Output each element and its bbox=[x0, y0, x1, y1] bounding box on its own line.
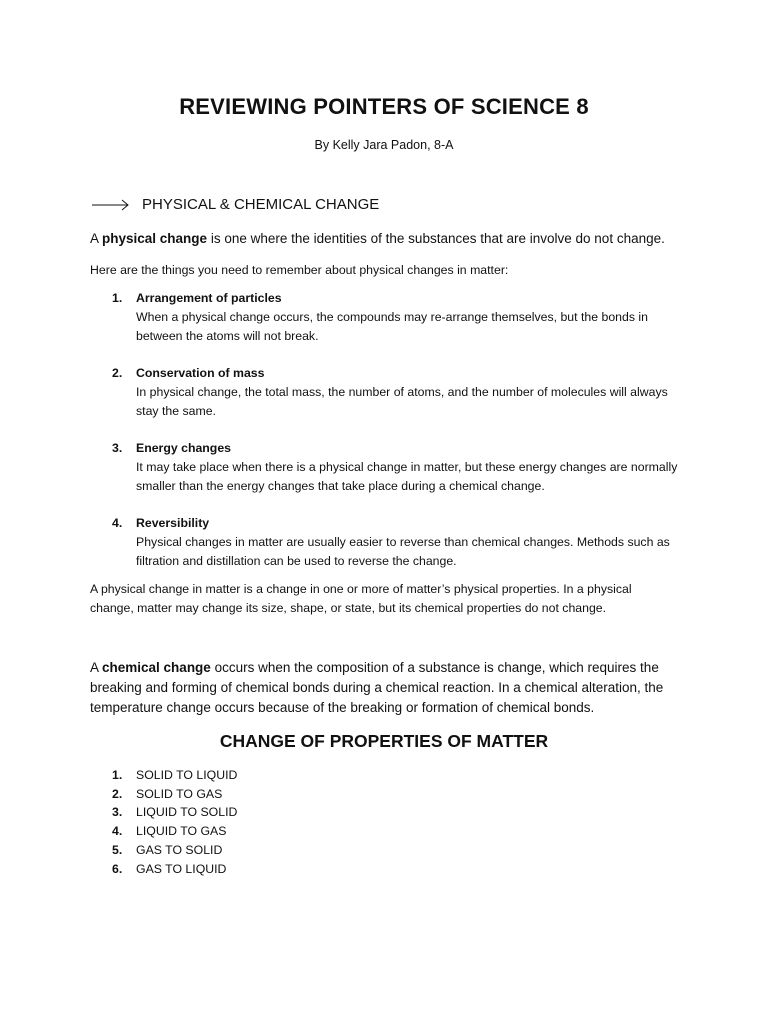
list-item-number: 1. bbox=[112, 291, 123, 305]
list-item-number: 2. bbox=[112, 366, 123, 380]
list-item-number: 3. bbox=[112, 441, 123, 455]
list-item bbox=[90, 860, 690, 879]
list-item bbox=[90, 841, 690, 860]
list-item-text: GAS TO SOLID bbox=[136, 842, 223, 857]
term-physical-change: physical change bbox=[102, 231, 208, 246]
list-item-number: 2. bbox=[112, 786, 123, 801]
list-item-text: SOLID TO GAS bbox=[136, 786, 223, 801]
list-item bbox=[90, 289, 690, 346]
list-item-number: 1. bbox=[112, 768, 123, 782]
list-item-text: LIQUID TO GAS bbox=[136, 824, 227, 839]
list-item-number: 4. bbox=[112, 516, 123, 530]
list-item-title: Arrangement of particles bbox=[136, 291, 282, 305]
physical-change-summary: A physical change in matter is a change in one or more of matter’s physical properties. In a physical change, matter may change its size, shape, or state, but its chemical properties do not change. bbox=[90, 582, 632, 615]
list-item bbox=[90, 514, 690, 571]
list-item-text: It may take place when there is a physical change in matter, but these energy changes are normally smaller than the energy changes that take place during a chemical change. bbox=[136, 460, 678, 493]
term-chemical-change: chemical change bbox=[102, 660, 211, 675]
list-item-number: 3. bbox=[112, 805, 123, 820]
list-item bbox=[90, 364, 690, 421]
list-item-title: Reversibility bbox=[136, 516, 210, 530]
list-item-text: When a physical change occurs, the compounds may re-arrange themselves, but the bonds in between the atoms will not break. bbox=[136, 310, 648, 343]
section-heading-change-of-properties: CHANGE OF PROPERTIES OF MATTER bbox=[219, 731, 549, 751]
physical-change-pointers-list bbox=[90, 289, 690, 571]
list-item bbox=[90, 766, 690, 785]
list-item-text: SOLID TO LIQUID bbox=[136, 768, 238, 782]
section-heading-text: PHYSICAL & CHEMICAL CHANGE bbox=[142, 196, 380, 213]
list-lead-text: Here are the things you need to remember about physical changes in matter: bbox=[90, 263, 509, 277]
list-item bbox=[90, 439, 690, 496]
list-item bbox=[90, 822, 690, 841]
list-item-number: 5. bbox=[112, 842, 123, 857]
list-item-title: Conservation of mass bbox=[136, 366, 265, 380]
list-item-title: Energy changes bbox=[136, 441, 231, 455]
list-item bbox=[90, 803, 690, 822]
list-item-text: LIQUID TO SOLID bbox=[136, 805, 238, 820]
change-of-properties-list bbox=[90, 766, 690, 878]
list-item-text: GAS TO LIQUID bbox=[136, 861, 227, 876]
list-item bbox=[90, 785, 690, 804]
list-item-number: 4. bbox=[112, 824, 123, 839]
chemical-change-definition: A chemical change occurs when the composition of a substance is change, which requires the breaking and forming of chemical bonds during a chemical reaction. In a chemical alteration, the temperature change occurs because of the breaking or formation of chemical bonds. bbox=[90, 660, 664, 715]
long-right-arrow-icon bbox=[92, 199, 130, 211]
list-item-text: In physical change, the total mass, the number of atoms, and the number of molecules will always stay the same. bbox=[136, 385, 668, 418]
list-item-text: Physical changes in matter are usually easier to reverse than chemical changes. Methods such as filtration and distillation can be used to reverse the change. bbox=[136, 535, 670, 568]
byline: By Kelly Jara Padon, 8-A bbox=[314, 138, 454, 152]
physical-change-definition: A physical change is one where the identities of the substances that are involve do not change. bbox=[90, 231, 665, 246]
section-heading-physical-chemical bbox=[92, 196, 379, 213]
list-item-number: 6. bbox=[112, 861, 123, 876]
page-title: REVIEWING POINTERS OF SCIENCE 8 bbox=[179, 94, 589, 119]
